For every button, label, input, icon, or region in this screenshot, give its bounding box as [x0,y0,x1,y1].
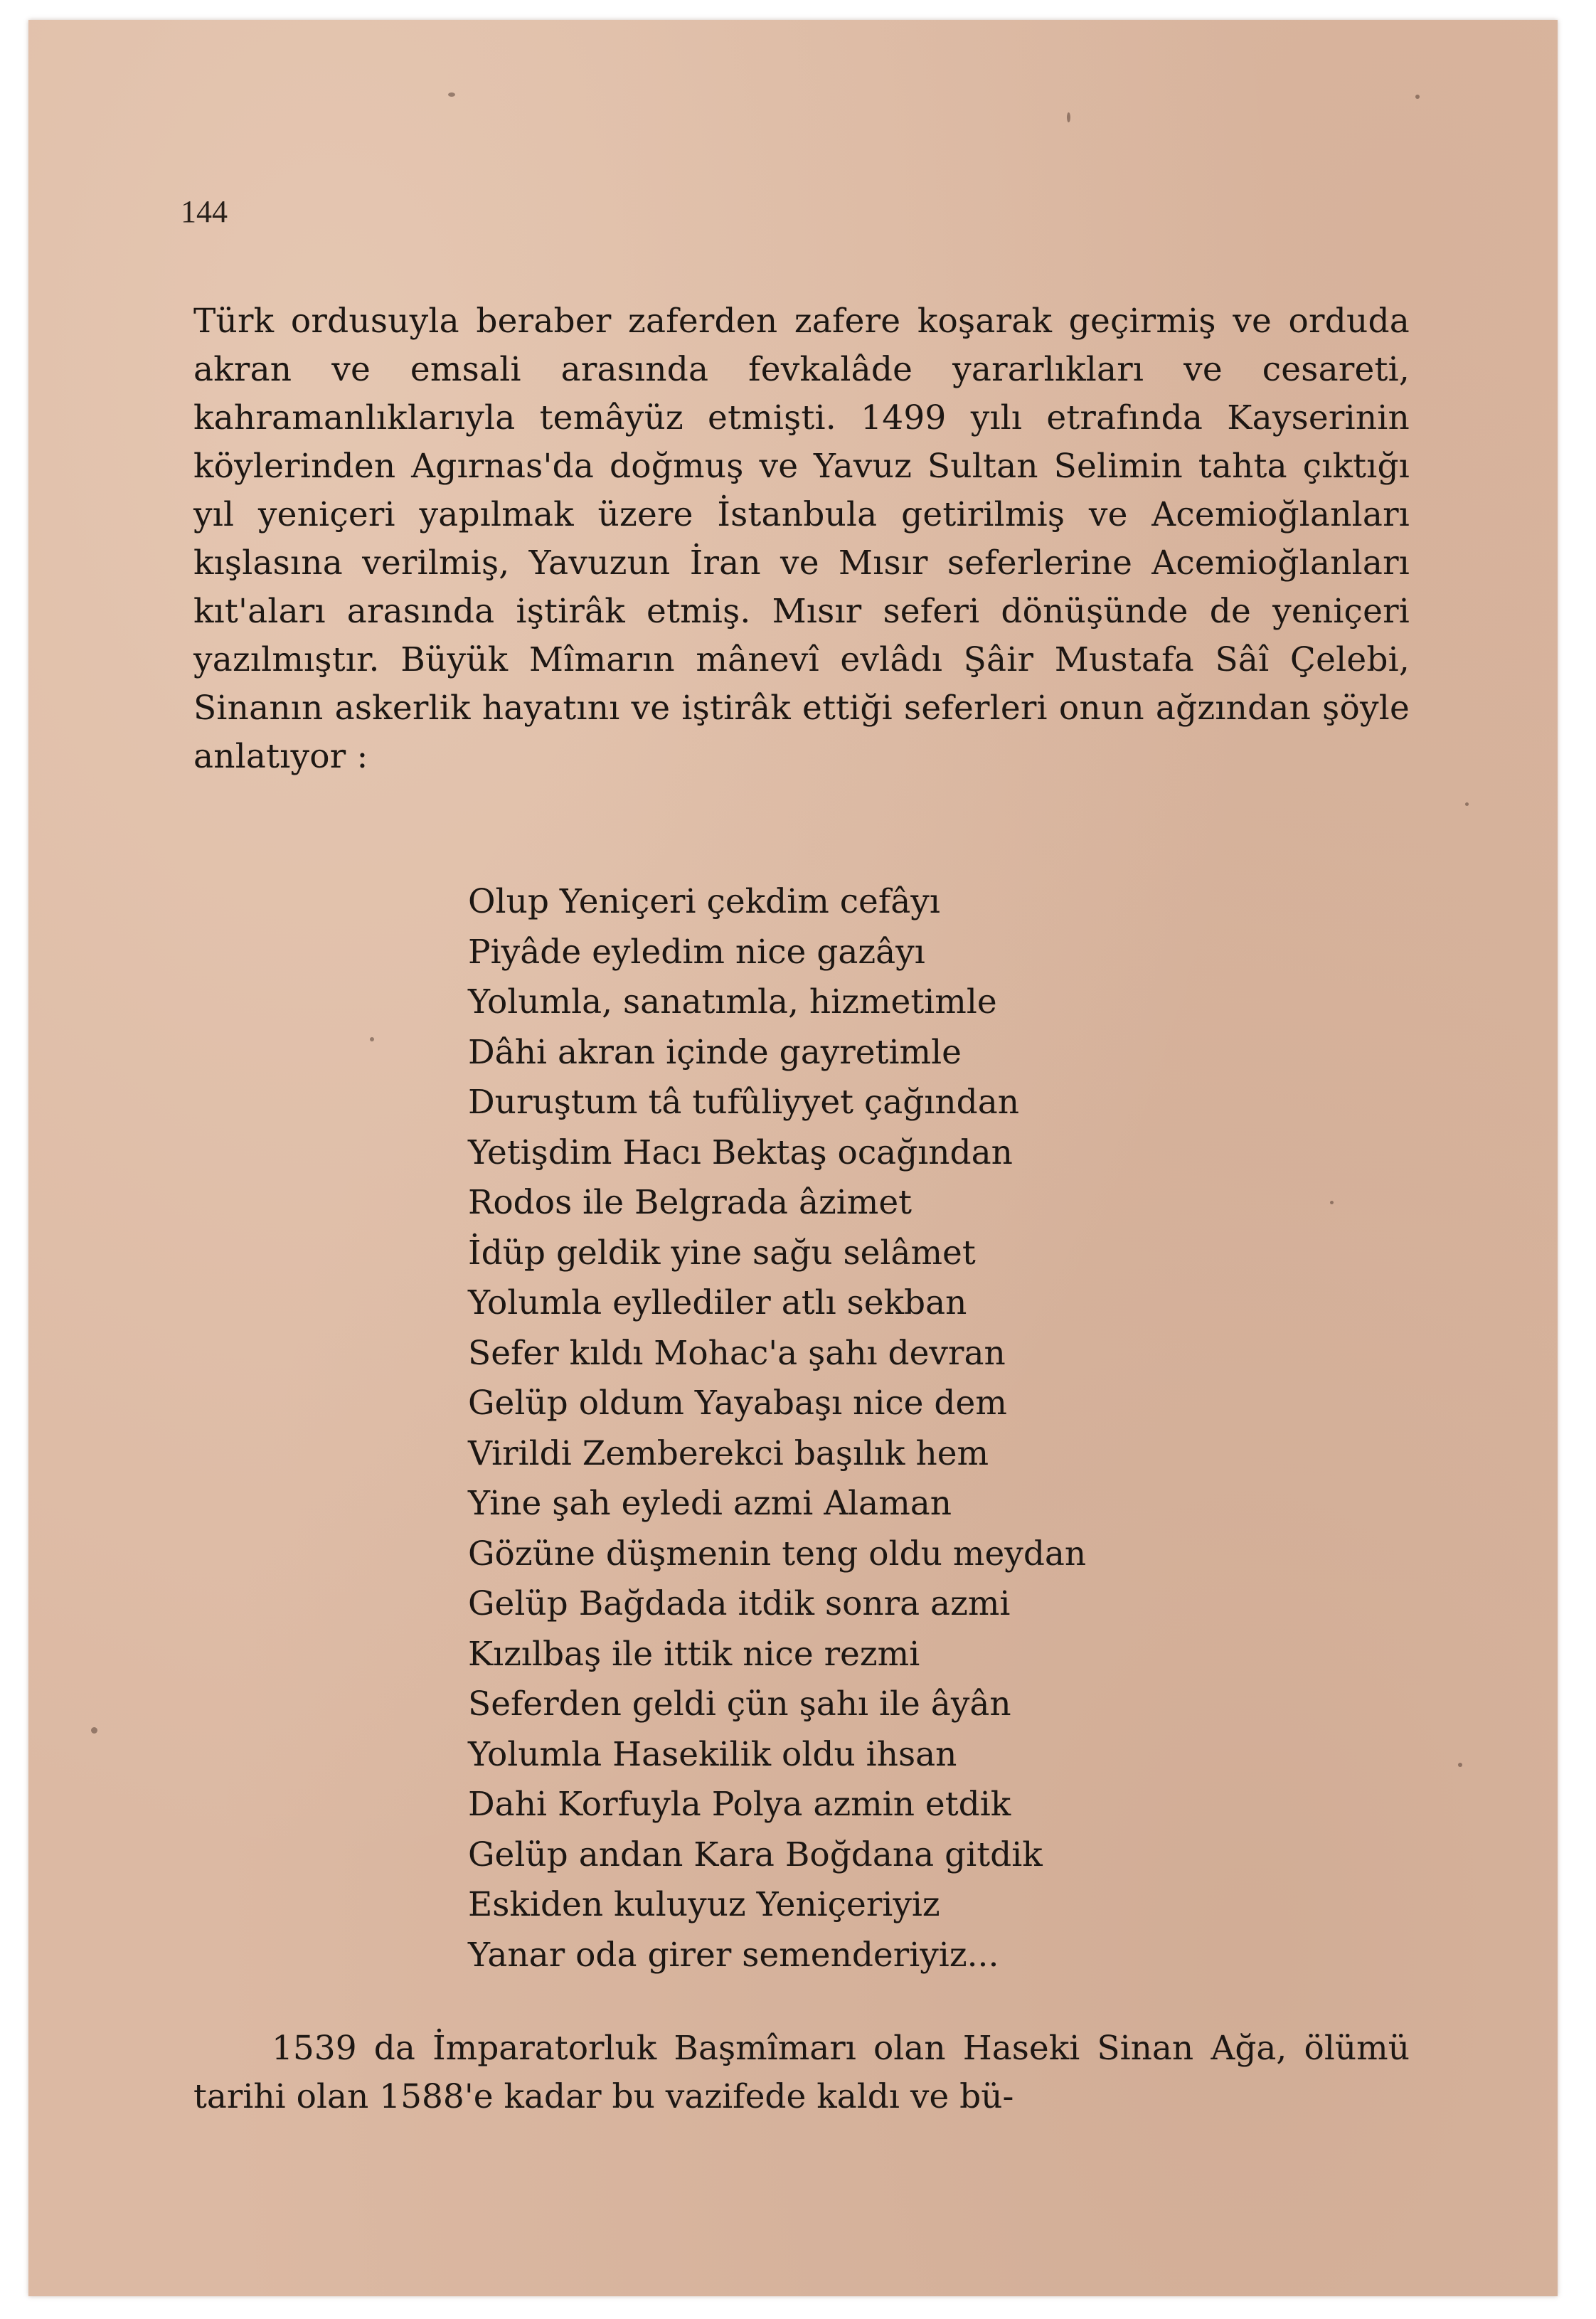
poem-line: Dâhi akran içinde gayretimle [468,1032,962,1072]
paper-speck [1067,112,1070,122]
body-paragraph: Türk ordusuyla beraber zaferden zafere koşarak geçirmiş ve orduda akran ve emsali arasında fevkalâde yararlıkları ve cesareti, kahramanlıklarıyla temâyüz etmişti. 1499 yılı etrafında Kayserinin köylerinden Agırnas'da doğmuş ve Yavuz Sultan Selimin tahta çıktığı yıl yeniçeri yapılmak üzere İstanbula getirilmiş ve Acemioğlanları kışlasına verilmiş, Yavuzun İran ve Mısır seferlerine Acemioğlanları kıt'aları arasında iştirâk etmiş. Mısır seferi dönüşünde de yeniçeri yazılmıştır. Büyük Mîmarın mânevî evlâdı Şâir Mustafa Sâî Çelebi, Sinanın askerlik hayatını ve iştirâk ettiği seferleri onun ağzından şöyle anlatıyor : [193,302,1410,776]
poem-line: Gözüne düşmenin teng oldu meydan [468,1534,1087,1574]
poem-line: Duruştum tâ tufûliyyet çağından [468,1083,1020,1122]
paper-speck [1415,95,1420,99]
poem-line: Dahi Korfuyla Polya azmin etdik [468,1785,1011,1824]
poem-line: Yolumla, sanatımla, hizmetimle [468,982,997,1021]
poem-line: Gelüp andan Kara Boğdana gitdik [468,1835,1043,1874]
poem-line: İdüp geldik yine sağu selâmet [468,1233,976,1273]
poem-line: Eskiden kuluyuz Yeniçeriyiz [468,1885,940,1924]
poem-line: Virildi Zemberekci başılık hem [468,1433,989,1473]
poem-line: Yine şah eyledi azmi Alaman [468,1484,952,1523]
poem-line: Yolumla eyllediler atlı sekban [468,1283,967,1322]
paper-speck [448,92,455,97]
poem-line: Kızılbaş ile ittik nice rezmi [468,1634,920,1674]
paper-speck [370,1037,374,1041]
page-number: 144 [181,194,228,229]
poem-line: Sefer kıldı Mohac'a şahı devran [468,1333,1006,1373]
poem-block [468,877,1321,1980]
closing-paragraph: 1539 da İmparatorluk Başmîmarı olan Haseki Sinan Ağa, ölümü tarihi olan 1588'e kadar bu vazifede kaldı ve bü- [193,2029,1410,2116]
paper-speck [1330,1201,1334,1204]
paper-speck [1465,802,1469,806]
poem-line: Yanar oda girer semenderiyiz... [468,1935,999,1975]
poem-line: Yolumla Hasekilik oldu ihsan [468,1734,957,1774]
poem-line: Olup Yeniçeri çekdim cefâyı [468,882,940,921]
poem-line: Yetişdim Hacı Bektaş ocağından [468,1132,1013,1172]
poem-line: Piyâde eyledim nice gazâyı [468,932,925,972]
poem-line: Seferden geldi çün şahı ile âyân [468,1684,1011,1724]
book-page [28,20,1558,2296]
paper-speck [1458,1763,1462,1767]
paper-speck [91,1727,97,1734]
poem-line: Rodos ile Belgrada âzimet [468,1183,913,1222]
poem-line: Gelüp oldum Yayabaşı nice dem [468,1384,1007,1423]
poem-line: Gelüp Bağdada itdik sonra azmi [468,1584,1011,1623]
